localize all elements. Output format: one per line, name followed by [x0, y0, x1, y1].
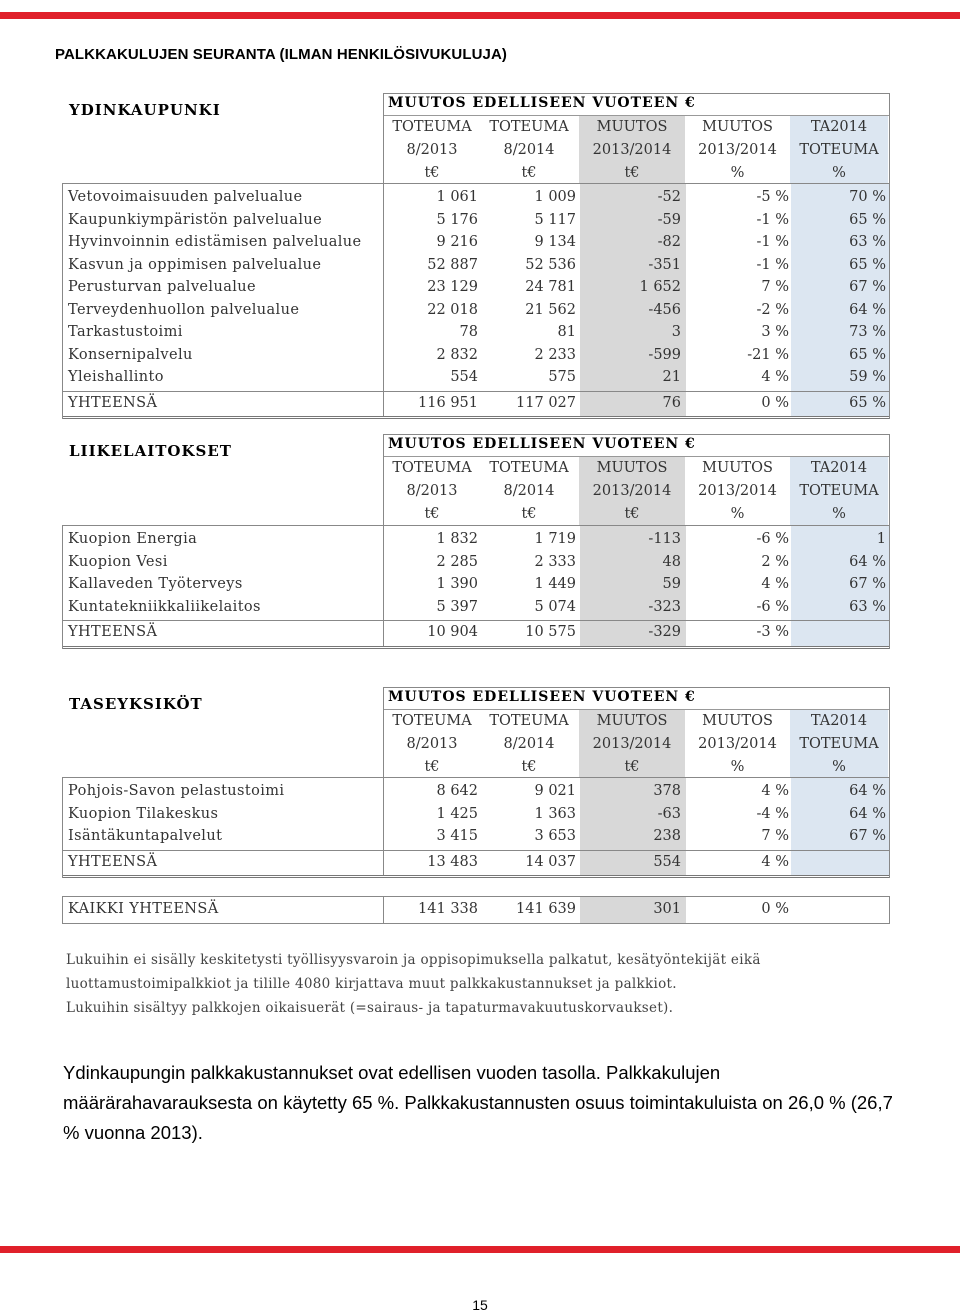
- value-cell: 4 %: [761, 783, 789, 799]
- column-header-line: TOTEUMA: [489, 460, 569, 476]
- value-cell: 65 %: [849, 394, 886, 411]
- value-cell: 24 781: [525, 279, 576, 295]
- value-cell: -21 %: [747, 346, 789, 363]
- value-cell: -63: [657, 805, 681, 822]
- column-header: [480, 116, 578, 184]
- column-header-line: MUUTOS: [702, 460, 773, 476]
- column-header-line: %: [832, 759, 846, 775]
- column-header-line: MUUTOS: [596, 460, 668, 476]
- table-row: [63, 528, 889, 551]
- footnotes: [66, 948, 761, 1020]
- value-cell: 238: [653, 828, 681, 844]
- column-header-line: MUUTOS: [596, 119, 668, 135]
- column-header-line: TOTEUMA: [489, 713, 569, 729]
- column-header-line: %: [832, 506, 846, 522]
- row-label: Terveydenhuollon palvelualue: [68, 301, 300, 318]
- value-cell: 1 449: [534, 576, 576, 592]
- value-cell: 5 176: [436, 211, 478, 228]
- column-header: [685, 710, 790, 778]
- footnote-line: Lukuihin sisältyy palkkojen oikaisuerät (=sairaus- ja tapaturmavakuutuskorvaukset).: [66, 1000, 674, 1016]
- value-cell: -329: [648, 624, 681, 640]
- column-header: [790, 116, 888, 184]
- column-header-line: %: [730, 759, 745, 775]
- value-cell: 59: [662, 576, 681, 592]
- value-cell: 2 %: [761, 553, 789, 570]
- value-cell: 3: [671, 324, 681, 340]
- value-cell: 116 951: [418, 394, 478, 411]
- value-cell: 9 021: [534, 783, 576, 799]
- column-header-line: t€: [521, 506, 537, 522]
- value-cell: 10 904: [427, 624, 478, 640]
- value-cell: -1 %: [756, 256, 789, 273]
- table-row: [63, 780, 889, 803]
- column-header-line: 2013/2014: [698, 736, 777, 752]
- value-cell: [796, 851, 886, 874]
- footnote-line: luottamustoimipalkkiot ja tilille 4080 kirjattava muut palkkakustannukset ja palkkiot.: [66, 976, 677, 992]
- divider: [63, 875, 889, 878]
- column-header-line: TOTEUMA: [799, 736, 879, 752]
- column-header-line: TOTEUMA: [489, 119, 569, 135]
- column-header-line: MUUTOS: [702, 713, 773, 729]
- value-cell: 64 %: [849, 783, 886, 799]
- divider: [63, 646, 889, 649]
- column-header: [579, 710, 685, 778]
- value-cell: 3 415: [436, 828, 478, 844]
- value-cell: 67 %: [849, 576, 886, 592]
- value-cell: -4 %: [756, 805, 789, 822]
- row-label: Kuopion Vesi: [68, 553, 168, 570]
- value-cell: 2 832: [436, 346, 478, 363]
- column-header-line: TOTEUMA: [392, 713, 472, 729]
- table-row: [63, 344, 889, 367]
- total-row: [63, 621, 889, 644]
- value-cell: 8 642: [436, 783, 478, 799]
- data-table: [62, 183, 890, 419]
- value-cell: 78: [459, 324, 478, 340]
- column-header-line: TA2014: [810, 460, 868, 476]
- table-row: [63, 186, 889, 209]
- value-cell: 64 %: [849, 805, 886, 822]
- column-header-line: MUUTOS: [702, 119, 773, 135]
- value-cell: 65 %: [849, 211, 886, 228]
- data-table: [62, 896, 890, 924]
- row-label: Yleishallinto: [68, 369, 164, 385]
- column-header-line: MUUTOS: [596, 713, 668, 729]
- column-header-line: t€: [424, 165, 440, 181]
- row-label: Konsernipalvelu: [68, 346, 193, 363]
- value-cell: 1 425: [436, 805, 478, 822]
- value-cell: 64 %: [849, 301, 886, 318]
- table-row: [63, 803, 889, 826]
- column-header-line: %: [730, 506, 745, 522]
- value-cell: 3 653: [534, 828, 576, 844]
- value-cell: 1 009: [534, 189, 576, 205]
- column-header: [480, 710, 578, 778]
- row-label: Hyvinvoinnin edistämisen palvelualue: [68, 234, 362, 250]
- data-table: [62, 777, 890, 878]
- value-cell: 7 %: [761, 828, 789, 844]
- section-title: YDINKAUPUNKI: [69, 101, 221, 119]
- value-cell: 0 %: [761, 901, 789, 917]
- column-header-line: 2013/2014: [592, 483, 672, 499]
- column-header-line: TOTEUMA: [799, 483, 879, 499]
- value-cell: 141 338: [418, 901, 478, 917]
- page-title: PALKKAKULUJEN SEURANTA (ILMAN HENKILÖSIVUKULUJA): [55, 46, 508, 63]
- table-row: [63, 209, 889, 232]
- column-header: [790, 710, 888, 778]
- column-header-line: t€: [424, 506, 440, 522]
- summary-paragraph: Ydinkaupungin palkkakustannukset ovat edellisen vuoden tasolla. Palkkakulujen määrärahavarauksesta on käytetty 65 %. Palkkakustannusten osuus toimintakuluista on 26,0 % (26,7 % vuonna 2013).: [63, 1062, 893, 1143]
- header-caption: MUUTOS EDELLISEEN VUOTEEN €: [388, 95, 696, 111]
- value-cell: 9 134: [534, 234, 576, 250]
- column-header-line: %: [730, 165, 745, 181]
- row-label: YHTEENSÄ: [68, 624, 158, 640]
- section-title: LIIKELAITOKSET: [69, 442, 232, 460]
- value-cell: 63 %: [849, 234, 886, 250]
- value-cell: 81: [557, 324, 576, 340]
- value-cell: 378: [653, 783, 681, 799]
- column-header-line: TOTEUMA: [799, 142, 879, 158]
- total-row: [63, 392, 889, 415]
- value-cell: -599: [648, 346, 681, 363]
- column-header-line: TOTEUMA: [392, 460, 472, 476]
- value-cell: [796, 898, 886, 921]
- row-label: Pohjois-Savon pelastustoimi: [68, 783, 285, 799]
- value-cell: 21: [662, 369, 681, 385]
- value-cell: 5 397: [436, 598, 478, 615]
- row-label: Kuopion Energia: [68, 531, 198, 547]
- row-label: Kuopion Tilakeskus: [68, 805, 219, 822]
- row-label: YHTEENSÄ: [68, 394, 158, 411]
- value-cell: 76: [662, 394, 681, 411]
- value-cell: 575: [548, 369, 576, 385]
- column-header-line: t€: [521, 759, 537, 775]
- data-table: [62, 525, 890, 649]
- value-cell: 1 061: [436, 189, 478, 205]
- column-header: [579, 457, 685, 525]
- value-cell: -6 %: [756, 531, 789, 547]
- header-box: [383, 93, 890, 184]
- column-header-line: 8/2013: [406, 483, 458, 499]
- section-title: TASEYKSIKÖT: [69, 695, 203, 713]
- column-header-line: 2013/2014: [698, 142, 777, 158]
- value-cell: 10 575: [525, 624, 576, 640]
- value-cell: 5 117: [534, 211, 576, 228]
- value-cell: 2 333: [534, 553, 576, 570]
- column-header: [384, 457, 480, 525]
- column-header-line: 2013/2014: [698, 483, 777, 499]
- value-cell: 22 018: [427, 301, 478, 318]
- value-cell: 67 %: [849, 828, 886, 844]
- column-header-line: 2013/2014: [592, 142, 672, 158]
- value-cell: -1 %: [756, 234, 789, 250]
- value-cell: 59 %: [849, 369, 886, 385]
- column-header-line: %: [832, 165, 846, 181]
- row-label: Kasvun ja oppimisen palvelualue: [68, 256, 322, 273]
- bottom-red-bar: [0, 1246, 960, 1253]
- column-header-line: 2013/2014: [592, 736, 672, 752]
- column-header: [384, 116, 480, 184]
- value-cell: 141 639: [516, 901, 576, 917]
- value-cell: 4 %: [761, 369, 789, 385]
- value-cell: -323: [648, 598, 681, 615]
- top-red-bar: [0, 12, 960, 19]
- value-cell: 65 %: [849, 256, 886, 273]
- value-cell: 13 483: [427, 853, 478, 870]
- table-row: [63, 321, 889, 344]
- row-label: KAIKKI YHTEENSÄ: [68, 901, 219, 917]
- value-cell: 5 074: [534, 598, 576, 615]
- value-cell: 21 562: [525, 301, 576, 318]
- column-header-line: TA2014: [810, 119, 868, 135]
- header-box: [383, 687, 890, 778]
- row-label: Kaupunkiympäristön palvelualue: [68, 211, 323, 228]
- row-label: Perusturvan palvelualue: [68, 279, 256, 295]
- column-header: [685, 457, 790, 525]
- total-row: [63, 851, 889, 874]
- table-row: [63, 825, 889, 848]
- column-header-line: TA2014: [810, 713, 868, 729]
- value-cell: 23 129: [427, 279, 478, 295]
- column-header: [790, 457, 888, 525]
- column-header-line: TOTEUMA: [392, 119, 472, 135]
- value-cell: 554: [450, 369, 478, 385]
- value-cell: 52 536: [525, 256, 576, 273]
- value-cell: -5 %: [756, 189, 789, 205]
- column-header-line: 8/2014: [503, 483, 555, 499]
- column-header-line: t€: [624, 165, 640, 181]
- column-header: [685, 116, 790, 184]
- value-cell: 63 %: [849, 598, 886, 615]
- value-cell: 65 %: [849, 346, 886, 363]
- column-header-line: t€: [624, 506, 640, 522]
- header-caption: MUUTOS EDELLISEEN VUOTEEN €: [388, 689, 696, 705]
- value-cell: 64 %: [849, 553, 886, 570]
- value-cell: -3 %: [756, 624, 789, 640]
- value-cell: 117 027: [516, 394, 576, 411]
- footnote-line: Lukuihin ei sisälly keskitetysti työllisyysvaroin ja oppisopimuksella palkatut, kesätyöntekijät eikä: [66, 952, 761, 968]
- header-box: [383, 434, 890, 525]
- value-cell: -351: [648, 256, 681, 273]
- value-cell: 9 216: [436, 234, 478, 250]
- divider: [63, 416, 889, 419]
- table-row: [63, 299, 889, 322]
- table-row: [63, 596, 889, 619]
- value-cell: -1 %: [756, 211, 789, 228]
- column-header-line: 8/2014: [503, 736, 555, 752]
- row-label: Kuntatekniikkaliikelaitos: [68, 598, 261, 615]
- value-cell: 14 037: [525, 853, 576, 870]
- value-cell: 2 233: [534, 346, 576, 363]
- value-cell: -6 %: [756, 598, 789, 615]
- table-row: [63, 573, 889, 596]
- value-cell: 73 %: [849, 324, 886, 340]
- table-row: [63, 551, 889, 574]
- value-cell: 1 652: [639, 279, 681, 295]
- table-row: [63, 231, 889, 254]
- column-header-line: 8/2013: [406, 736, 458, 752]
- divider: [383, 897, 384, 923]
- value-cell: -59: [657, 211, 681, 228]
- column-header: [579, 116, 685, 184]
- table-row: [63, 276, 889, 299]
- value-cell: 67 %: [849, 279, 886, 295]
- value-cell: [796, 621, 886, 644]
- row-label: Kallaveden Työterveys: [68, 576, 243, 592]
- value-cell: -113: [648, 531, 681, 547]
- header-caption: MUUTOS EDELLISEEN VUOTEEN €: [388, 436, 696, 452]
- total-row: [63, 898, 889, 921]
- value-cell: 4 %: [761, 576, 789, 592]
- value-cell: 52 887: [427, 256, 478, 273]
- value-cell: 1 832: [436, 531, 478, 547]
- row-label: YHTEENSÄ: [68, 853, 158, 870]
- value-cell: 1: [876, 531, 886, 547]
- row-label: Isäntäkuntapalvelut: [68, 828, 223, 844]
- row-label: Tarkastustoimi: [68, 324, 183, 340]
- value-cell: 3 %: [761, 324, 789, 340]
- page-number: 15: [472, 1297, 488, 1313]
- table-row: [63, 366, 889, 389]
- value-cell: -82: [657, 234, 681, 250]
- column-header-line: t€: [424, 759, 440, 775]
- row-label: Vetovoimaisuuden palvelualue: [68, 189, 303, 205]
- column-header-line: t€: [521, 165, 537, 181]
- value-cell: 1 390: [436, 576, 478, 592]
- column-header: [480, 457, 578, 525]
- value-cell: -52: [657, 189, 681, 205]
- value-cell: 4 %: [761, 853, 789, 870]
- column-header-line: t€: [624, 759, 640, 775]
- value-cell: 70 %: [849, 189, 886, 205]
- value-cell: 0 %: [761, 394, 789, 411]
- value-cell: -456: [648, 301, 681, 318]
- value-cell: 2 285: [436, 553, 478, 570]
- column-header: [384, 710, 480, 778]
- value-cell: 1 719: [534, 531, 576, 547]
- value-cell: -2 %: [756, 301, 789, 318]
- column-header-line: 8/2013: [406, 142, 458, 158]
- value-cell: 7 %: [761, 279, 789, 295]
- value-cell: 301: [653, 901, 681, 917]
- table-row: [63, 254, 889, 277]
- column-header-line: 8/2014: [503, 142, 555, 158]
- value-cell: 1 363: [534, 805, 576, 822]
- value-cell: 554: [653, 853, 681, 870]
- value-cell: 48: [662, 553, 681, 570]
